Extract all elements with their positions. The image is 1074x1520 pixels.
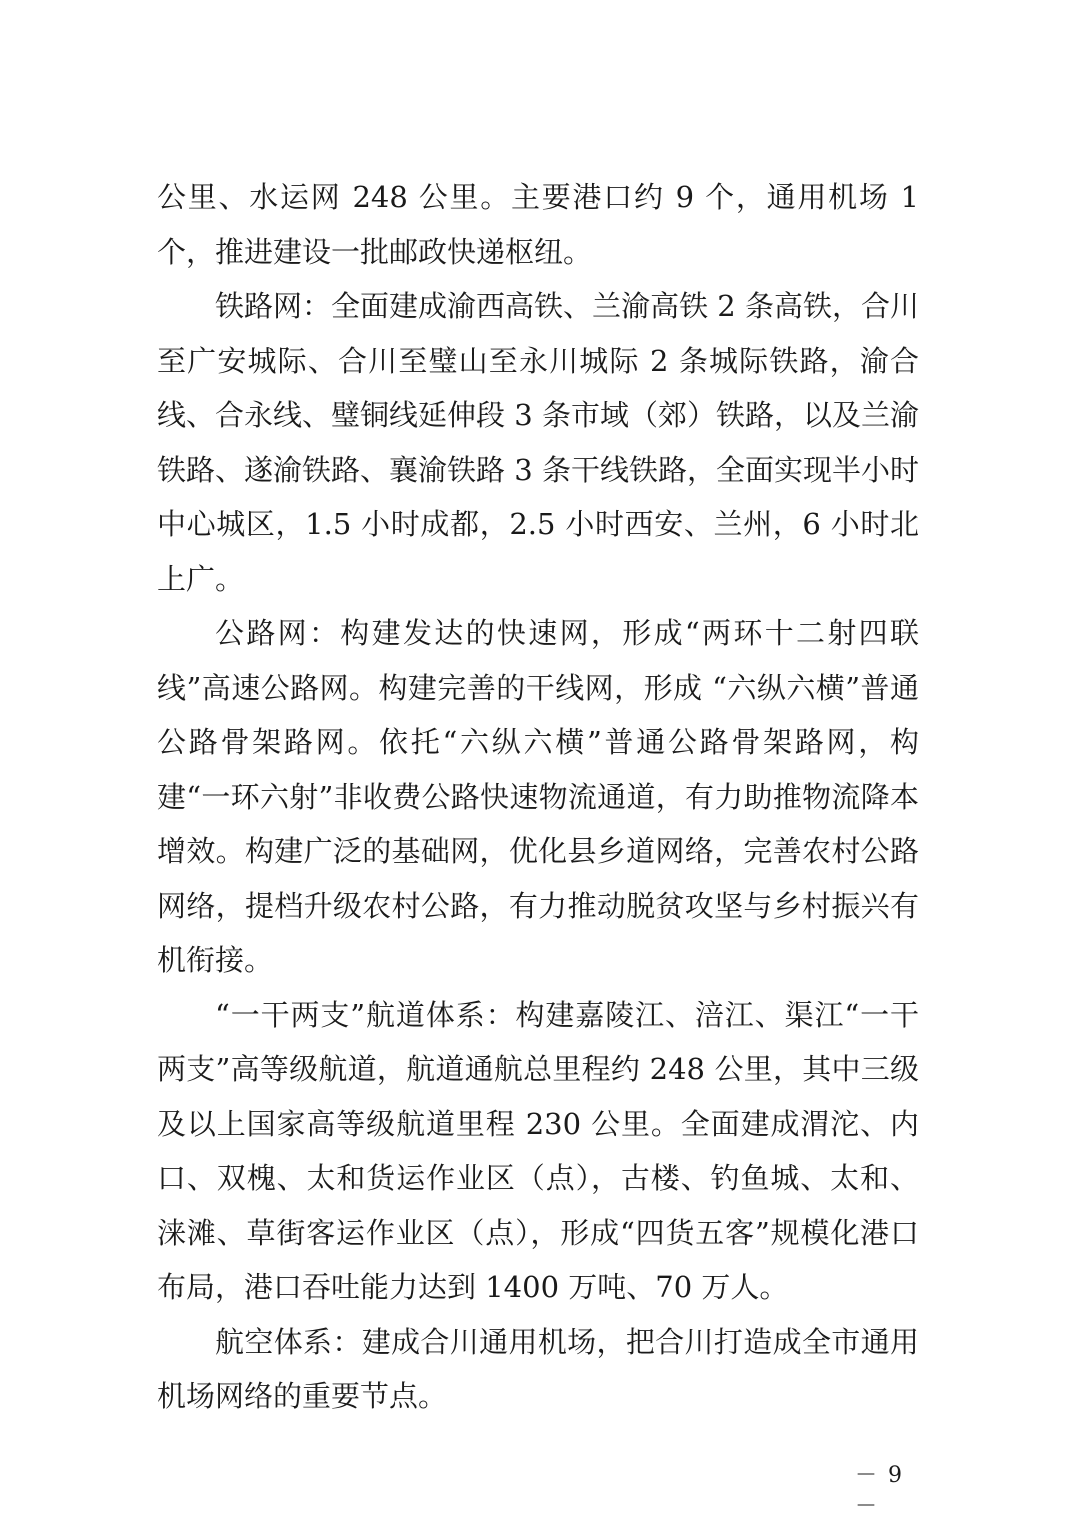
body-text [157,170,919,1424]
paragraph-railway: 铁路网：全面建成渝西高铁、兰渝高铁 2 条高铁，合川至广安城际、合川至璧山至永川城际 2 条城际铁路，渝合线、合永线、璧铜线延伸段 3 条市域（郊）铁路，以及兰渝铁路、遂渝铁路、襄渝铁路 3 条干线铁路，全面实现半小时中心城区，1.5 小时成都，2.5 小时西安、兰州，6 小时北上广。 [157,289,919,596]
paragraph-continued: 公里、水运网 248 公里。主要港口约 9 个，通用机场 1 个，推进建设一批邮政快递枢纽。 [157,180,919,269]
paragraph-waterway: “一干两支”航道体系：构建嘉陵江、涪江、渠江“一干两支”高等级航道，航道通航总里程约 248 公里，其中三级及以上国家高等级航道里程 230 公里。全面建成渭沱、内口、双槐、太和货运作业区（点），古楼、钓鱼城、太和、涞滩、草街客运作业区（点），形成“四货五客”规模化港口布局，港口吞吐能力达到 1400 万吨、70 万人。 [157,997,919,1304]
paragraph-aviation: 航空体系：建成合川通用机场，把合川打造成全市通用机场网络的重要节点。 [157,1324,919,1413]
paragraph-highway: 公路网：构建发达的快速网，形成“两环十二射四联线”高速公路网。构建完善的干线网，形成 “六纵六横”普通公路骨架路网。依托“六纵六横”普通公路骨架路网，构建“一环六射”非收费公路快速物流通道，有力助推物流降本增效。构建广泛的基础网，优化县乡道网络，完善农村公路网络，提档升级农村公路，有力推动脱贫攻坚与乡村振兴有机衔接。 [157,616,919,977]
page-number: － 9 － [855,1463,904,1519]
